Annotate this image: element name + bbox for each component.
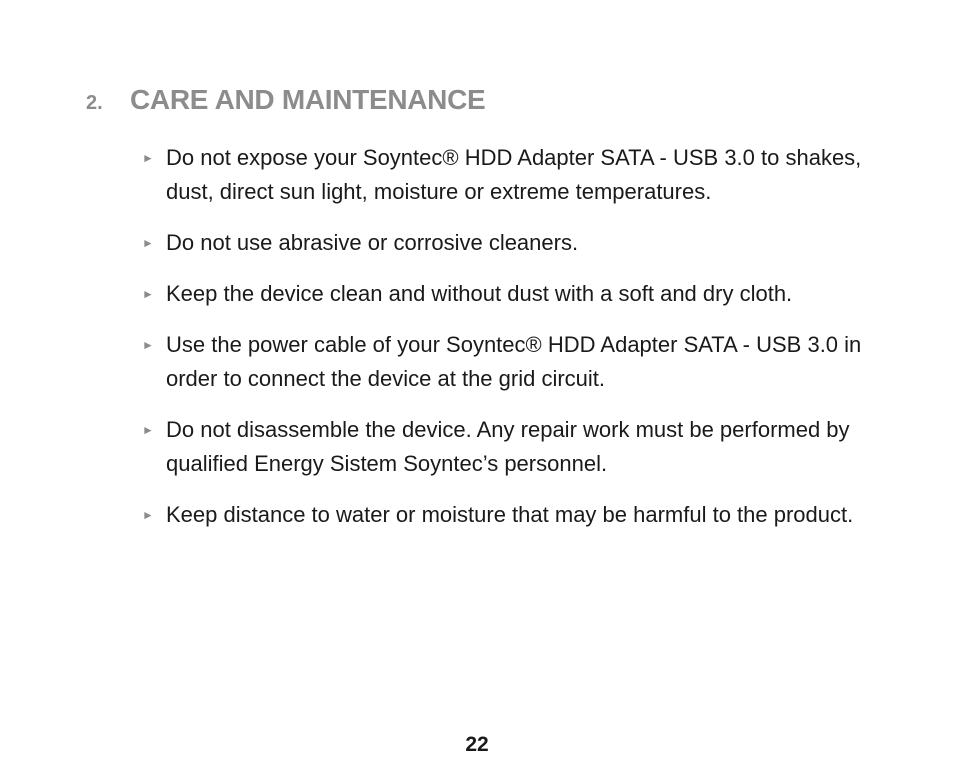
list-item-text: Do not use abrasive or corrosive cleaners.	[166, 230, 579, 255]
care-instructions-list	[140, 141, 880, 549]
page-number: 22	[465, 733, 489, 756]
list-item	[140, 226, 880, 260]
list-item	[140, 413, 880, 481]
list-item	[140, 498, 880, 532]
section-heading	[86, 84, 485, 116]
list-item-text: Do not expose your Soyntec® HDD Adapter SATA - USB 3.0 to shakes, dust, direct sun light, moisture or extreme temperatures.	[166, 145, 862, 204]
triangle-right-icon: ►	[142, 236, 154, 250]
list-item-text: Do not disassemble the device. Any repair work must be performed by qualified Energy Sistem Soyntec’s personnel.	[166, 417, 850, 476]
section-number: 2.	[86, 92, 103, 114]
list-item-text: Keep distance to water or moisture that may be harmful to the product.	[166, 502, 854, 527]
triangle-right-icon: ►	[142, 508, 154, 522]
triangle-right-icon: ►	[142, 338, 154, 352]
triangle-right-icon: ►	[142, 151, 154, 165]
list-item	[140, 141, 880, 209]
list-item-text: Use the power cable of your Soyntec® HDD Adapter SATA - USB 3.0 in order to connect the device at the grid circuit.	[166, 332, 862, 391]
list-item-text: Keep the device clean and without dust with a soft and dry cloth.	[166, 281, 793, 306]
list-item	[140, 328, 880, 396]
triangle-right-icon: ►	[142, 287, 154, 301]
list-item	[140, 277, 880, 311]
triangle-right-icon: ►	[142, 423, 154, 437]
section-title: CARE AND MAINTENANCE	[130, 84, 486, 115]
